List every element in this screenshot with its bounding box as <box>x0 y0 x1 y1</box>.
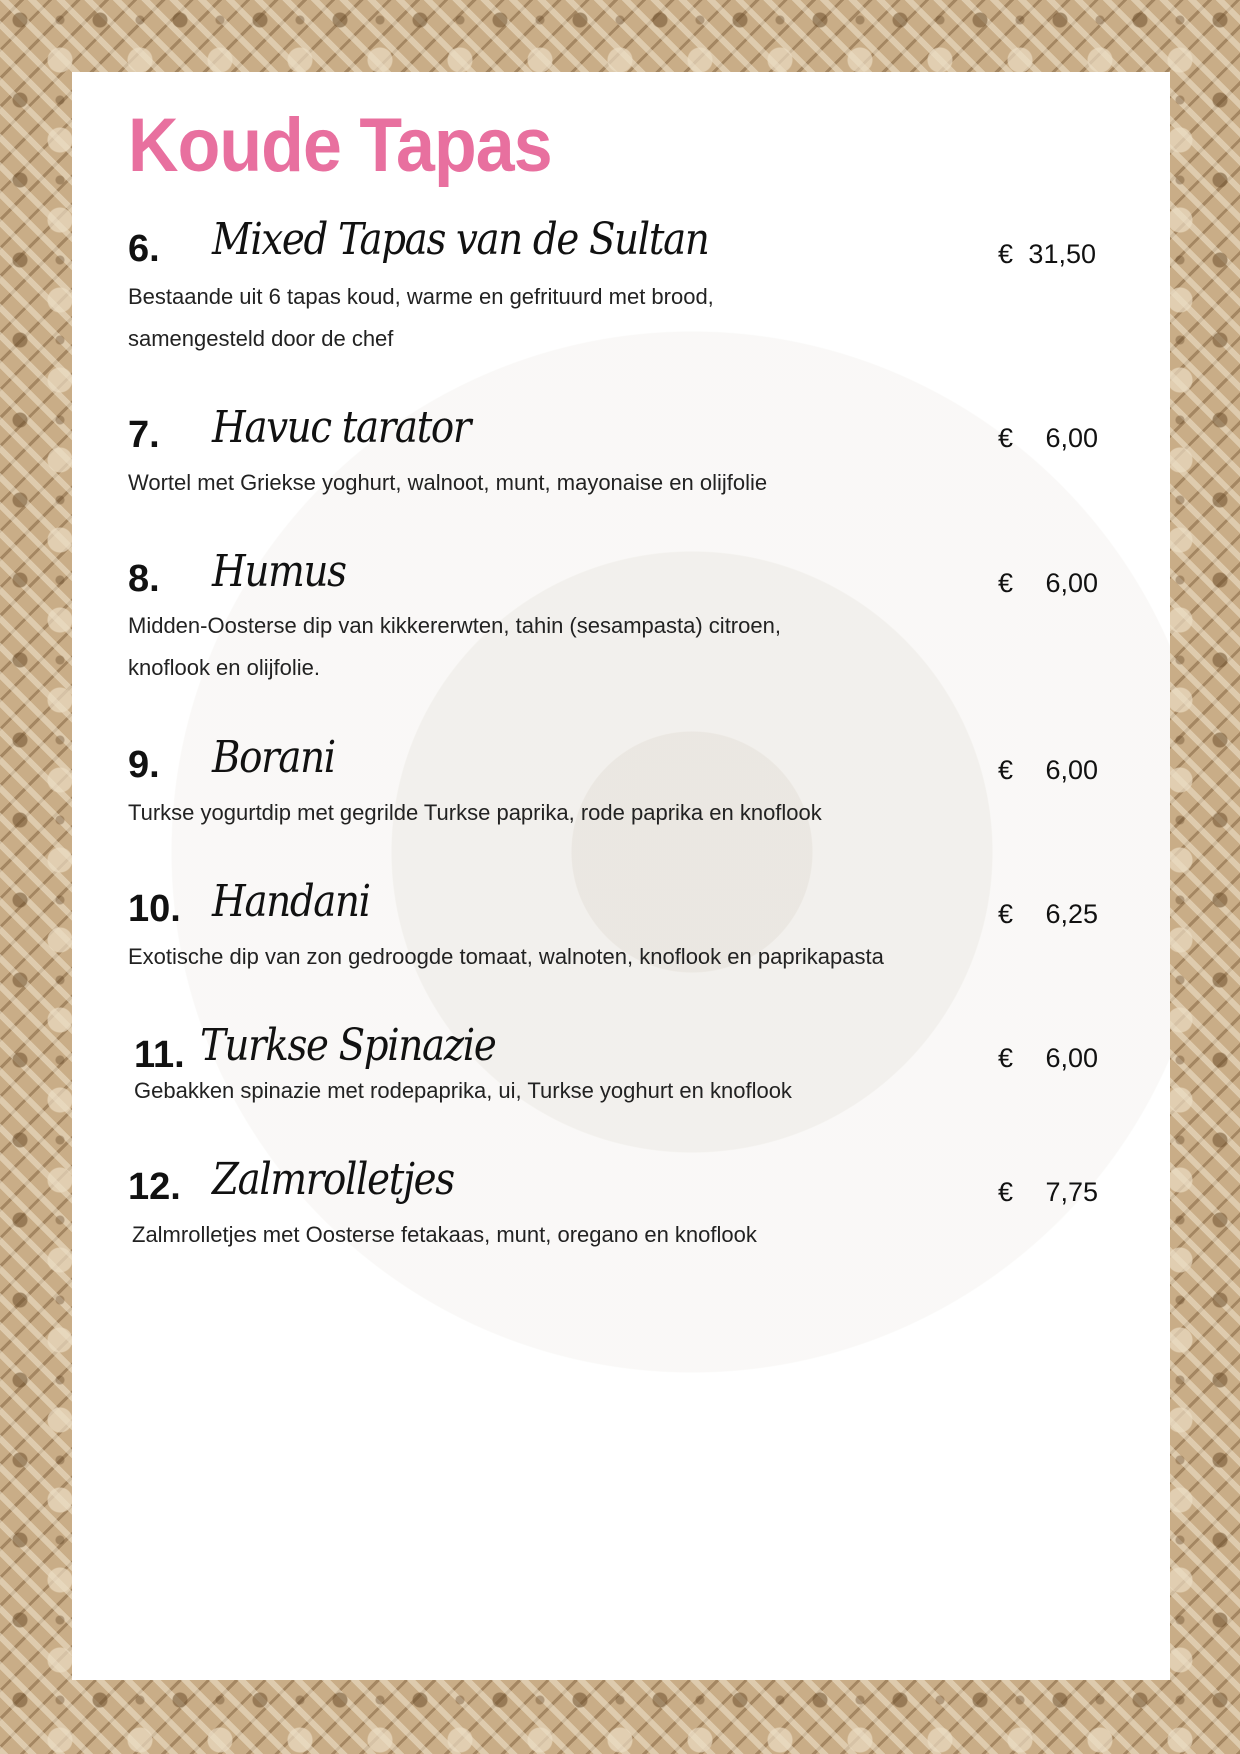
item-description <box>128 462 1008 504</box>
item-number: 6. <box>128 228 160 270</box>
item-number: 11. <box>134 1034 185 1076</box>
item-number: 10. <box>128 888 181 930</box>
currency-symbol: € <box>998 239 1014 269</box>
item-price <box>998 1045 1098 1072</box>
currency-symbol: € <box>998 423 1014 453</box>
price-value: 6,00 <box>1045 423 1098 453</box>
item-name: Mixed Tapas van de Sultan <box>212 214 709 265</box>
description-line: Zalmrolletjes met Oosterse fetakaas, munt, oregano en knoflook <box>132 1222 757 1247</box>
item-name: Havuc tarator <box>212 402 471 453</box>
item-description <box>128 605 1008 689</box>
item-price <box>998 1179 1098 1206</box>
item-number: 12. <box>128 1166 181 1208</box>
item-description <box>128 792 1008 834</box>
price-value: 6,25 <box>1045 899 1098 929</box>
item-name: Borani <box>212 732 335 783</box>
description-line: Bestaande uit 6 tapas koud, warme en gefrituurd met brood, <box>128 284 714 309</box>
item-price <box>998 570 1098 597</box>
price-value: 6,00 <box>1045 1043 1098 1073</box>
item-price <box>998 425 1098 452</box>
item-price <box>998 757 1098 784</box>
price-value: 6,00 <box>1045 568 1098 598</box>
item-description <box>134 1070 1014 1112</box>
item-number: 8. <box>128 558 160 600</box>
description-line: Wortel met Griekse yoghurt, walnoot, munt, mayonaise en olijfolie <box>128 470 768 495</box>
item-description <box>128 936 1028 978</box>
currency-symbol: € <box>998 568 1014 598</box>
description-line: samengesteld door de chef <box>128 326 394 351</box>
description-line: Exotische dip van zon gedroogde tomaat, walnoten, knoflook en paprikapasta <box>128 944 884 969</box>
item-number: 7. <box>128 414 160 456</box>
item-name: Zalmrolletjes <box>212 1154 454 1205</box>
currency-symbol: € <box>998 1177 1014 1207</box>
description-line: Gebakken spinazie met rodepaprika, ui, Turkse yoghurt en knoflook <box>134 1078 792 1103</box>
description-line: Midden-Oosterse dip van kikkererwten, tahin (sesampasta) citroen, <box>128 613 781 638</box>
currency-symbol: € <box>998 755 1014 785</box>
currency-symbol: € <box>998 899 1014 929</box>
item-price <box>998 241 1096 268</box>
item-name: Handani <box>212 876 370 927</box>
currency-symbol: € <box>998 1043 1014 1073</box>
page-title: Koude Tapas <box>128 103 552 188</box>
description-line: Turkse yogurtdip met gegrilde Turkse paprika, rode paprika en knoflook <box>128 800 822 825</box>
item-number: 9. <box>128 744 160 786</box>
item-description <box>128 276 1008 360</box>
price-value: 31,50 <box>1028 239 1096 269</box>
item-price <box>998 901 1098 928</box>
item-description <box>132 1214 1012 1256</box>
item-name: Humus <box>212 546 346 597</box>
price-value: 6,00 <box>1045 755 1098 785</box>
item-name: Turkse Spinazie <box>200 1020 496 1071</box>
description-line: knoflook en olijfolie. <box>128 655 321 680</box>
price-value: 7,75 <box>1045 1177 1098 1207</box>
